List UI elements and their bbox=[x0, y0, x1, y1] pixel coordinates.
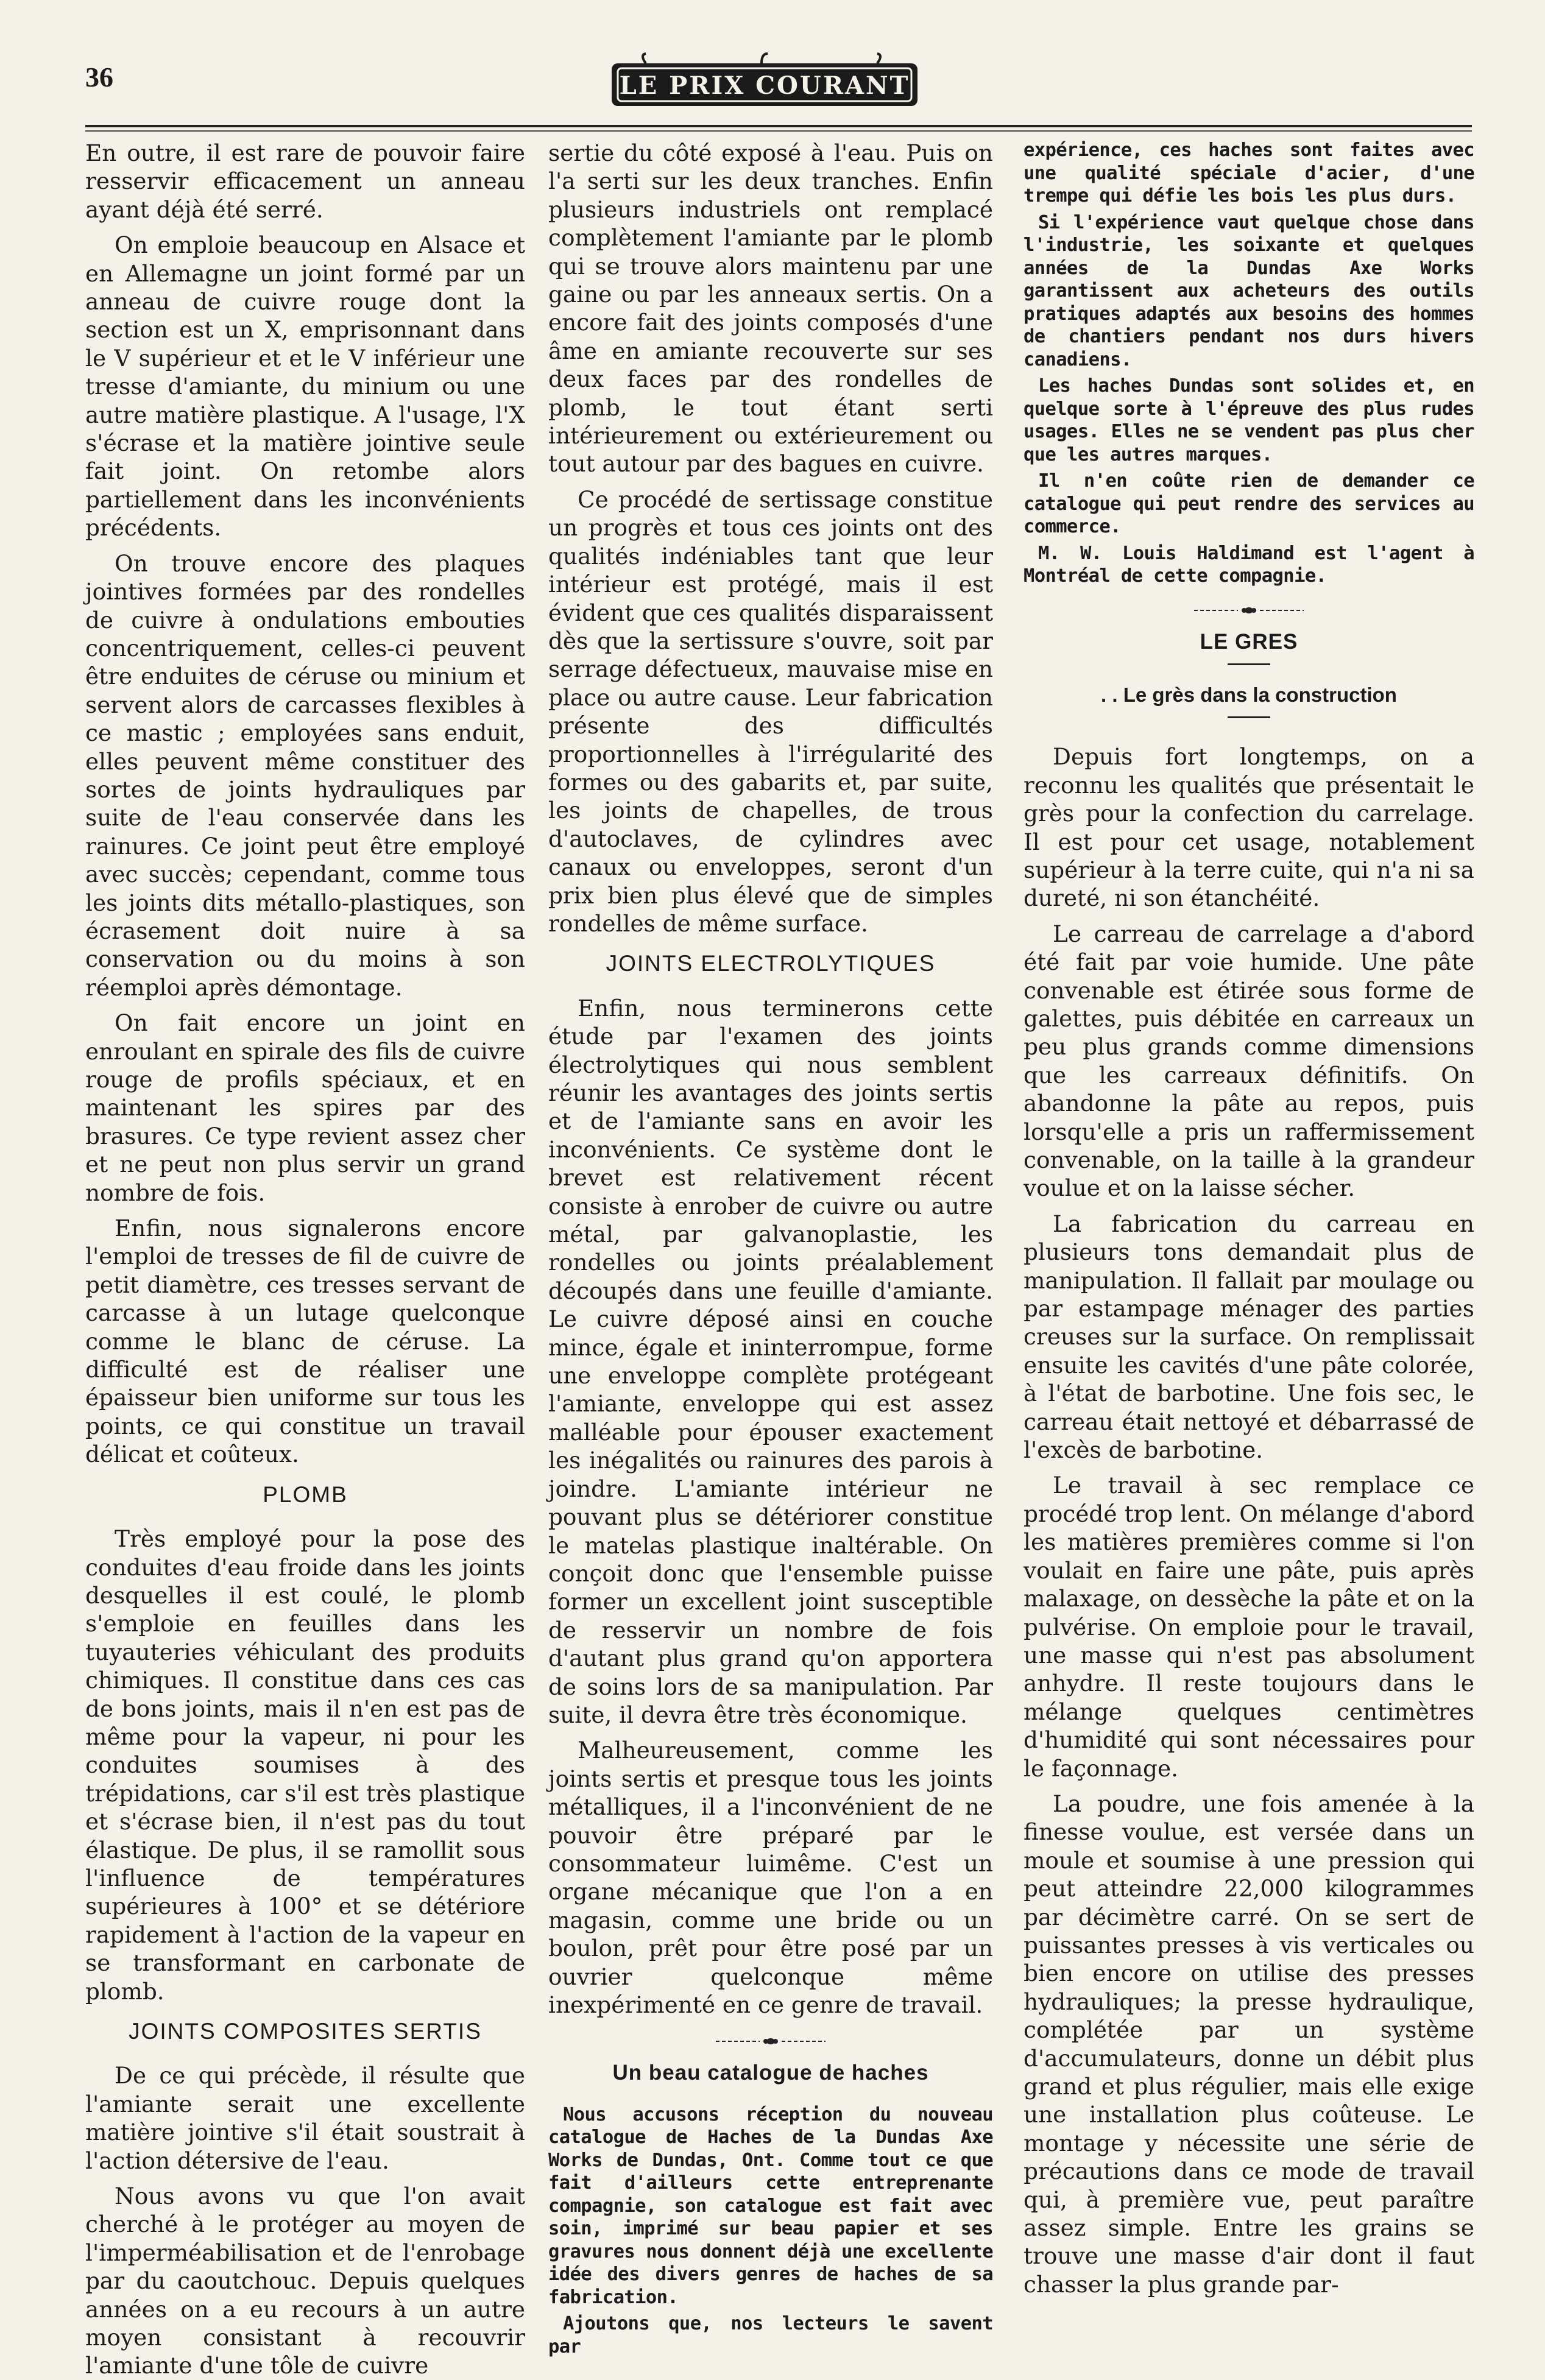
section-heading-le-gres bbox=[1024, 628, 1474, 665]
paragraph: Les haches Dundas sont solides et, en quelque sorte à l'épreuve des plus rudes usages. Elles ne se vendent pas plus cher que les autres marques. bbox=[1024, 375, 1474, 465]
masthead-logo bbox=[609, 52, 920, 119]
heading-underline bbox=[1228, 663, 1270, 665]
paragraph: En outre, il est rare de pouvoir faire resservir efficacement un anneau ayant déjà été serré. bbox=[85, 139, 525, 223]
paragraph: sertie du côté exposé à l'eau. Puis on l'a serti sur les deux tranches. Enfin plusieurs industriels ont remplacé complètement l'amiante par le plomb qui se trouve alors maintenu par une gaine ou par les anneaux sertis. On a encore fait des joints composés d'une âme en amiante recouverte sur ses deux faces par des rondelles de plomb, le tout étant serti intérieurement ou extérieurement ou tout autour par des bagues en cuivre. bbox=[548, 139, 993, 478]
header-rule bbox=[85, 125, 1472, 127]
paragraph: Très employé pour la pose des conduites d'eau froide dans les joints desquelles il est coulé, le plomb s'emploie en feuilles dans les tuyauteries véhiculant des produits chimiques. Il constitue dans ces cas de bons joints, mais il n'en est pas de même pour la vapeur, ni pour les conduites soumises à des trépidations, car s'il est très plastique et s'écrase bien, il n'est pas du tout élastique. De plus, il se ramollit sous l'influence de températures supérieures à 100° et se détériore rapidement à l'action de la vapeur en se transformant en carbonate de plomb. bbox=[85, 1525, 525, 2005]
section-heading-joints-composites: JOINTS COMPOSITES SERTIS bbox=[129, 2019, 482, 2044]
paragraph: Ce procédé de sertissage constitue un progrès et tous ces joints ont des qualités indéniables tant que leur intérieur est protégé, mais il est évident que ces qualités disparaissent dès que la sertissure s'ouvre, soit par serrage défectueux, mauvaise mise en place ou autre cause. Leur fabrication présente des difficultés proportionnelles à l'irrégularité des formes ou des gabarits et, par suite, les joints de chapelles, de trous d'autoclaves, de cylindres avec canaux ou enveloppes, seront d'un prix bien plus élevé que de simples rondelles de même surface. bbox=[548, 486, 993, 937]
section-heading-text: LE GRES bbox=[1200, 629, 1298, 654]
paragraph: expérience, ces haches sont faites avec une qualité spéciale d'acier, d'une trempe qui défie les bois les plus durs. bbox=[1024, 139, 1474, 207]
paragraph: Le travail à sec remplace ce procédé trop lent. On mélange d'abord les matières premières comme si l'on voulait en faire une pâte, puis après malaxage, on dessèche la pâte et on la pulvérise. On emploie pour le travail, une masse qui n'est pas absolument anhydre. Il reste toujours dans le mélange quelques centimètres d'humidité qui sont nécessaires pour le façonnage. bbox=[1024, 1472, 1474, 1782]
paragraph: Il n'en coûte rien de demander ce catalogue qui peut rendre des services au commerce. bbox=[1024, 470, 1474, 537]
section-heading-plomb: PLOMB bbox=[263, 1481, 348, 1507]
paragraph: De ce qui précède, il résulte que l'amiante serait une excellente matière jointive s'il était soustrait à l'action détersive de l'eau. bbox=[85, 2062, 525, 2174]
paragraph: Nous accusons réception du nouveau catalogue de Haches de la Dundas Axe Works de Dundas, Ont. Comme tout ce que fait d'ailleurs cette entreprenante compagnie, son catalogue est fait avec soin, imprimé sur beau papier et ses gravures nous donnent déjà une excellente idée des divers genres de haches de sa fabrication. bbox=[548, 2103, 993, 2308]
paragraph: Le carreau de carrelage a d'abord été fait par voie humide. Une pâte convenable est étirée sous forme de galettes, puis débitée en carreaux un peu plus grands comme dimensions que les carreaux définitifs. On abandonne la pâte au repos, puis lorsqu'elle a pris un raffermissement convenable, on la taille à la grandeur voulue et on la laisse sécher. bbox=[1024, 920, 1474, 1202]
column-1 bbox=[85, 139, 525, 2379]
paragraph: Si l'expérience vaut quelque chose dans l'industrie, les soixante et quelques années de la Dundas Axe Works garantissent aux acheteurs des outils pratiques adaptés aux besoins des hommes de chantiers pendant nos durs hivers canadiens. bbox=[1024, 211, 1474, 370]
section-heading-joints-electrolytiques: JOINTS ELECTROLYTIQUES bbox=[606, 951, 936, 976]
sub-heading-underline bbox=[1228, 716, 1270, 718]
column-3 bbox=[1024, 139, 1474, 2298]
paragraph: La fabrication du carreau en plusieurs tons demandait plus de manipulation. Il fallait par moulage ou par estampage ménager des parties creuses sur la surface. On remplissait ensuite les cavités d'une pâte colorée, à l'état de barbotine. Une fois sec, le carreau était nettoyé et débarrassé de l'excès de barbotine. bbox=[1024, 1210, 1474, 1464]
paragraph: On trouve encore des plaques jointives formées par des rondelles de cuivre à ondulations embouties concentriquement, celles-ci peuvent être enduites de céruse ou minium et servent alors de carcasses flexibles à ce mastic ; employées sans enduit, elles peuvent même constituer des sortes de joints hydrauliques par suite de l'eau conservée dans les rainures. Ce joint peut être employé avec succès; cependant, comme tous les joints dits métallo-plastiques, son écrasement doit nuire à sa conservation ou du moins à son réemploi après démontage. bbox=[85, 549, 525, 1001]
paragraph: Depuis fort longtemps, on a reconnu les qualités que présentait le grès pour la confection du carrelage. Il est pour cet usage, notablement supérieur à la terre cuite, qui n'a ni sa dureté, ni son étanchéité. bbox=[1024, 743, 1474, 912]
paragraph: On emploie beaucoup en Alsace et en Allemagne un joint formé par un anneau de cuivre rouge dont la section est un X, emprisonnant dans le V supérieur et et le V inférieur une tresse d'amiante, du minium ou une autre matière plastique. A l'usage, l'X s'écrase et la matière jointive seule fait joint. On retombe alors partiellement dans les inconvénients précédents. bbox=[85, 231, 525, 542]
sub-heading-text: . . Le grès dans la construction bbox=[1101, 683, 1397, 706]
paragraph: Malheureusement, comme les joints sertis et presque tous les joints métalliques, il a l'inconvénient de ne pouvoir être préparé par le consommateur luimême. C'est un organe mécanique que l'on a en magasin, comme une bride ou un boulon, prêt pour être posé par un ouvrier quelconque même inexpérimenté en ce genre de travail. bbox=[548, 1737, 993, 2018]
page-number: 36 bbox=[85, 62, 113, 93]
paragraph: M. W. Louis Haldimand est l'agent à Montréal de cette compagnie. bbox=[1024, 542, 1474, 587]
paragraph: La poudre, une fois amenée à la finesse voulue, est versée dans un moule et soumise à une pression qui peut atteindre 22,000 kilogrammes par décimètre carré. On se sert de puissantes presses à vis verticales ou bien encore on utilise des presses hydrauliques; la presse hydraulique, complétée par un système d'accumulateurs, donne un débit plus grand et plus régulier, mais elle exige une installation plus coûteuse. Le montage y nécessite une série de précautions dans ce mode de travail qui, à première vue, peut paraître assez simple. Entre les grains se trouve une masse d'air dont il faut chasser la plus grande par- bbox=[1024, 1790, 1474, 2298]
svg-text:LE PRIX COURANT: LE PRIX COURANT bbox=[619, 71, 910, 100]
ornament-divider bbox=[1024, 605, 1474, 616]
sub-heading-gres-construction bbox=[1024, 681, 1474, 718]
column-2 bbox=[548, 139, 993, 2357]
ornament-divider bbox=[548, 2036, 993, 2047]
paragraph: Nous avons vu que l'on avait cherché à le protéger au moyen de l'imperméabilisation et de l'enrobage par du caoutchouc. Depuis quelques années on a eu recours à un autre moyen consistant à recouvrir l'amiante d'une tôle de cuivre bbox=[85, 2183, 525, 2379]
paragraph: Enfin, nous terminerons cette étude par l'examen des joints électrolytiques qui nous semblent réunir les avantages des joints sertis et de l'amiante sans en avoir les inconvénients. Ce système dont le brevet est relativement récent consiste à enrober de cuivre ou autre métal, par galvanoplastie, les rondelles ou joints préalablement découpés dans une feuille d'amiante. Le cuivre déposé ainsi en couche mince, égale et ininterrompue, forme une enveloppe complète protégeant l'amiante, enveloppe qui est assez malléable pour épouser exactement les inégalités ou rainures des parois à joindre. L'amiante intérieur ne pouvant plus se détériorer constitue le matelas plastique inaltérable. On conçoit donc que l'ensemble puisse former un excellent joint susceptible de resservir un nombre de fois d'autant plus grand qu'on apportera de soins lors de sa manipulation. Par suite, il devra être très économique. bbox=[548, 994, 993, 1728]
section-heading-catalogue: Un beau catalogue de haches bbox=[612, 2061, 929, 2085]
paragraph: Enfin, nous signalerons encore l'emploi de tresses de fil de cuivre de petit diamètre, ces tresses servant de carcasse à un lutage quelconque comme le blanc de céruse. La difficulté est de réaliser une épaisseur bien uniforme sur tous les points, ce qui constitue un travail délicat et coûteux. bbox=[85, 1215, 525, 1468]
paragraph: Ajoutons que, nos lecteurs le savent par bbox=[548, 2313, 993, 2357]
header-rule-thin bbox=[85, 130, 1472, 132]
paragraph: On fait encore un joint en enroulant en spirale des fils de cuivre rouge de profils spéciaux, et en maintenant les spires par des brasures. Ce type revient assez cher et ne peut non plus servir un grand nombre de fois. bbox=[85, 1009, 525, 1206]
